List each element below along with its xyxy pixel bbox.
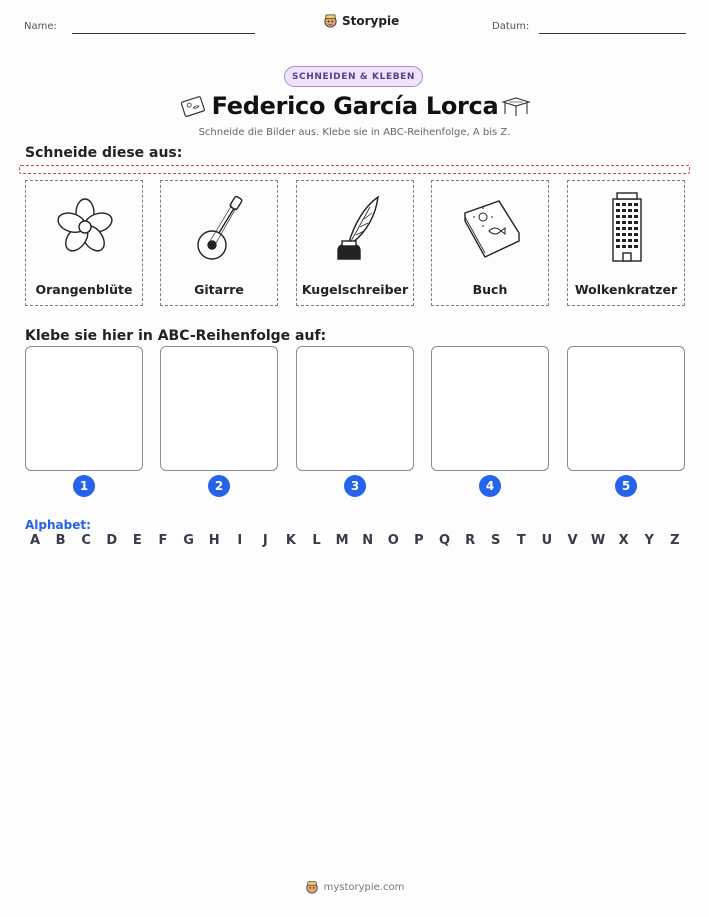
cut-card-label: Buch (472, 282, 508, 297)
alphabet-letter: E (132, 533, 142, 548)
alphabet-letter: K (285, 533, 296, 548)
alphabet-row (25, 533, 685, 548)
alphabet-letter: B (55, 533, 66, 548)
alphabet-heading: Alphabet: (25, 518, 91, 532)
cut-card-label: Gitarre (194, 282, 244, 297)
cut-card-orangenbluete[interactable] (25, 180, 143, 306)
alphabet-letter: I (237, 533, 243, 548)
alphabet-letter: M (335, 533, 349, 548)
paste-box-2[interactable] (160, 346, 278, 471)
name-line[interactable] (72, 33, 255, 34)
number-badge-4: 4 (479, 475, 501, 497)
brand-logo (323, 13, 399, 28)
footer-url[interactable]: mystorypie.com (323, 881, 405, 893)
alphabet-letter: N (362, 533, 374, 548)
alphabet-letter: L (312, 533, 321, 548)
activity-badge: SCHNEIDEN & KLEBEN (284, 66, 423, 87)
alphabet-letter: U (541, 533, 553, 548)
guitar-icon (190, 191, 250, 267)
desk-icon (500, 94, 532, 118)
alphabet-letter: Z (670, 533, 680, 548)
cut-card-gitarre[interactable] (160, 180, 278, 306)
brand-name: Storypie (342, 13, 400, 28)
alphabet-letter: R (465, 533, 476, 548)
alphabet-letter: Q (438, 533, 451, 548)
alphabet-letter: P (414, 533, 424, 548)
paste-box-4[interactable] (431, 346, 549, 471)
alphabet-letter: Y (644, 533, 654, 548)
number-badge-5: 5 (615, 475, 637, 497)
cut-line (19, 165, 690, 174)
alphabet-letter: D (106, 533, 118, 548)
flower-icon (55, 191, 115, 267)
paste-box-5[interactable] (567, 346, 685, 471)
page-title: Federico García Lorca (211, 92, 499, 120)
cut-card-label: Wolkenkratzer (574, 282, 678, 297)
cut-section-heading: Schneide diese aus: (25, 145, 183, 161)
date-line[interactable] (539, 33, 686, 34)
cut-card-buch[interactable] (431, 180, 549, 306)
cut-card-label: Kugelschreiber (301, 282, 409, 297)
alphabet-letter: T (516, 533, 526, 548)
book-icon (461, 191, 521, 267)
paste-box-1[interactable] (25, 346, 143, 471)
paste-section-heading: Klebe sie hier in ABC-Reihenfolge auf: (25, 328, 327, 344)
footer (0, 880, 709, 894)
storypie-mascot-icon (305, 880, 319, 894)
alphabet-letter: O (387, 533, 399, 548)
alphabet-letter: G (183, 533, 194, 548)
date-label: Datum: (492, 21, 530, 32)
skyscraper-icon (597, 191, 657, 267)
cut-card-label: Orangenblüte (35, 282, 133, 297)
alphabet-letter: H (208, 533, 220, 548)
alphabet-letter: C (81, 533, 91, 548)
alphabet-letter: F (158, 533, 168, 548)
alphabet-letter: X (618, 533, 629, 548)
number-badge-3: 3 (344, 475, 366, 497)
number-badge-1: 1 (73, 475, 95, 497)
alphabet-letter: J (262, 533, 268, 548)
storypie-mascot-icon (323, 13, 338, 28)
alphabet-letter: A (29, 533, 41, 548)
cut-card-wolkenkratzer[interactable] (567, 180, 685, 306)
alphabet-letter: S (491, 533, 501, 548)
alphabet-letter: V (567, 533, 578, 548)
instructions: Schneide die Bilder aus. Klebe sie in ABC-Reihenfolge, A bis Z. (198, 127, 511, 138)
cut-card-kugelschreiber[interactable] (296, 180, 414, 306)
number-badge-2: 2 (208, 475, 230, 497)
alphabet-letter: W (590, 533, 606, 548)
name-label: Name: (24, 21, 57, 32)
paste-box-3[interactable] (296, 346, 414, 471)
quill-pen-icon (326, 191, 386, 267)
